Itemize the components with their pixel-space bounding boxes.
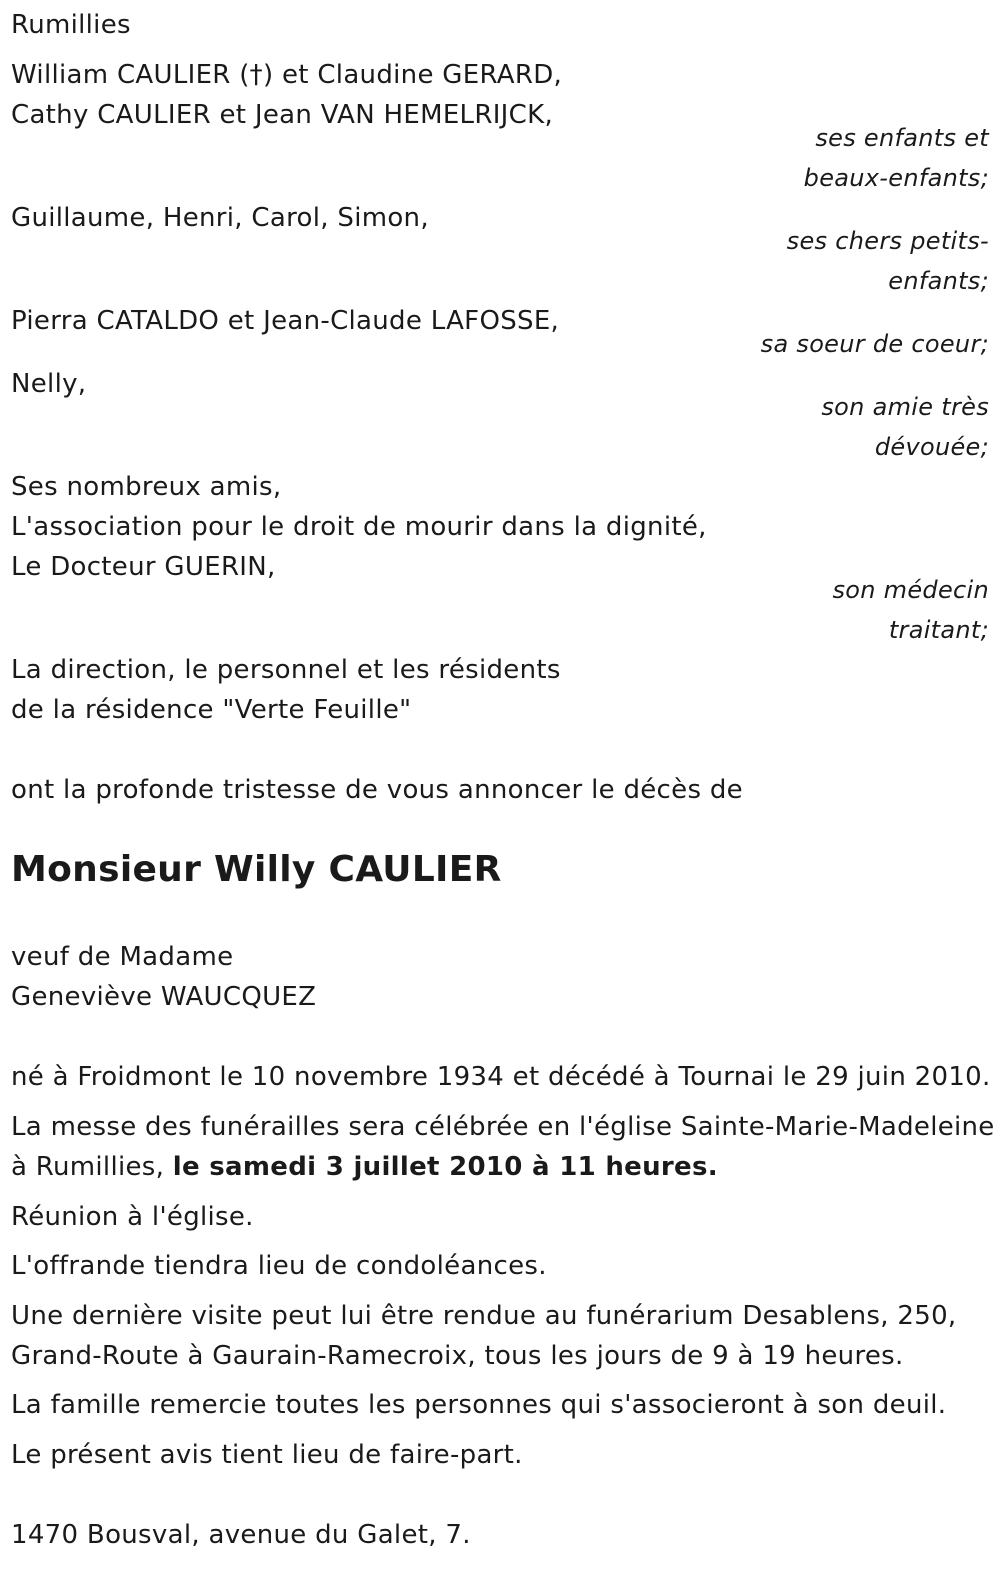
friend-relation-line-2: dévouée; (874, 433, 989, 461)
notice-line: Le présent avis tient lieu de faire-part. (11, 1440, 523, 1470)
others-line-2: L'association pour le droit de mourir dans la dignité, (11, 512, 707, 542)
others-line-1: Ses nombreux amis, (11, 472, 282, 502)
grandchildren-line: Guillaume, Henri, Carol, Simon, (11, 203, 429, 233)
children-relation-line-1: ses enfants et (815, 124, 989, 152)
mass-location-text: à Rumillies, (11, 1152, 173, 1182)
meeting-line: Réunion à l'église. (11, 1202, 254, 1232)
others-line-3: Le Docteur GUERIN, (11, 552, 276, 582)
sister-relation (689, 324, 989, 364)
address-line: 1470 Bousval, avenue du Galet, 7. (11, 1520, 471, 1550)
deceased-name: Monsieur Willy CAULIER (11, 849, 502, 890)
friend-relation (689, 387, 989, 467)
widower-line-1: veuf de Madame (11, 942, 234, 972)
thanks-line: La famille remercie toutes les personnes qui s'associeront à son deuil. (11, 1390, 947, 1420)
birth-death-line: né à Froidmont le 10 novembre 1934 et décédé à Tournai le 29 juin 2010. (11, 1062, 991, 1092)
residence-line-2: de la résidence "Verte Feuille" (11, 695, 412, 725)
doctor-relation-line-1: son médecin (832, 576, 989, 604)
sister-relation-line: sa soeur de coeur; (760, 330, 989, 358)
mass-date-time: le samedi 3 juillet 2010 à 11 heures. (172, 1152, 718, 1182)
mass-line-1: La messe des funérailles sera célébrée en l'église Sainte-Marie-Madeleine (11, 1112, 995, 1142)
friend-line: Nelly, (11, 369, 87, 399)
doctor-relation-line-2: traitant; (888, 616, 989, 644)
doctor-relation (689, 570, 989, 650)
sister-line: Pierra CATALDO et Jean-Claude LAFOSSE, (11, 306, 560, 336)
children-line-1: William CAULIER (†) et Claudine GERARD, (11, 60, 563, 90)
friend-relation-line-1: son amie très (821, 393, 989, 421)
visit-line-1: Une dernière visite peut lui être rendue au funérarium Desablens, 250, (11, 1301, 957, 1331)
place-heading: Rumillies (11, 10, 131, 40)
grandchildren-relation-line-1: ses chers petits- (786, 227, 989, 255)
children-line-2: Cathy CAULIER et Jean VAN HEMELRIJCK, (11, 100, 554, 130)
residence-line-1: La direction, le personnel et les résidents (11, 655, 561, 685)
offering-line: L'offrande tiendra lieu de condoléances. (11, 1251, 547, 1281)
widower-line-2: Geneviève WAUCQUEZ (11, 982, 317, 1012)
mass-line-2 (11, 1147, 718, 1187)
grandchildren-relation-line-2: enfants; (888, 267, 989, 295)
announcement-intro: ont la profonde tristesse de vous annoncer le décès de (11, 775, 743, 805)
visit-line-2: Grand-Route à Gaurain-Ramecroix, tous les jours de 9 à 19 heures. (11, 1341, 904, 1371)
children-relation-line-2: beaux-enfants; (803, 164, 989, 192)
grandchildren-relation (689, 221, 989, 301)
children-relation (689, 118, 989, 198)
